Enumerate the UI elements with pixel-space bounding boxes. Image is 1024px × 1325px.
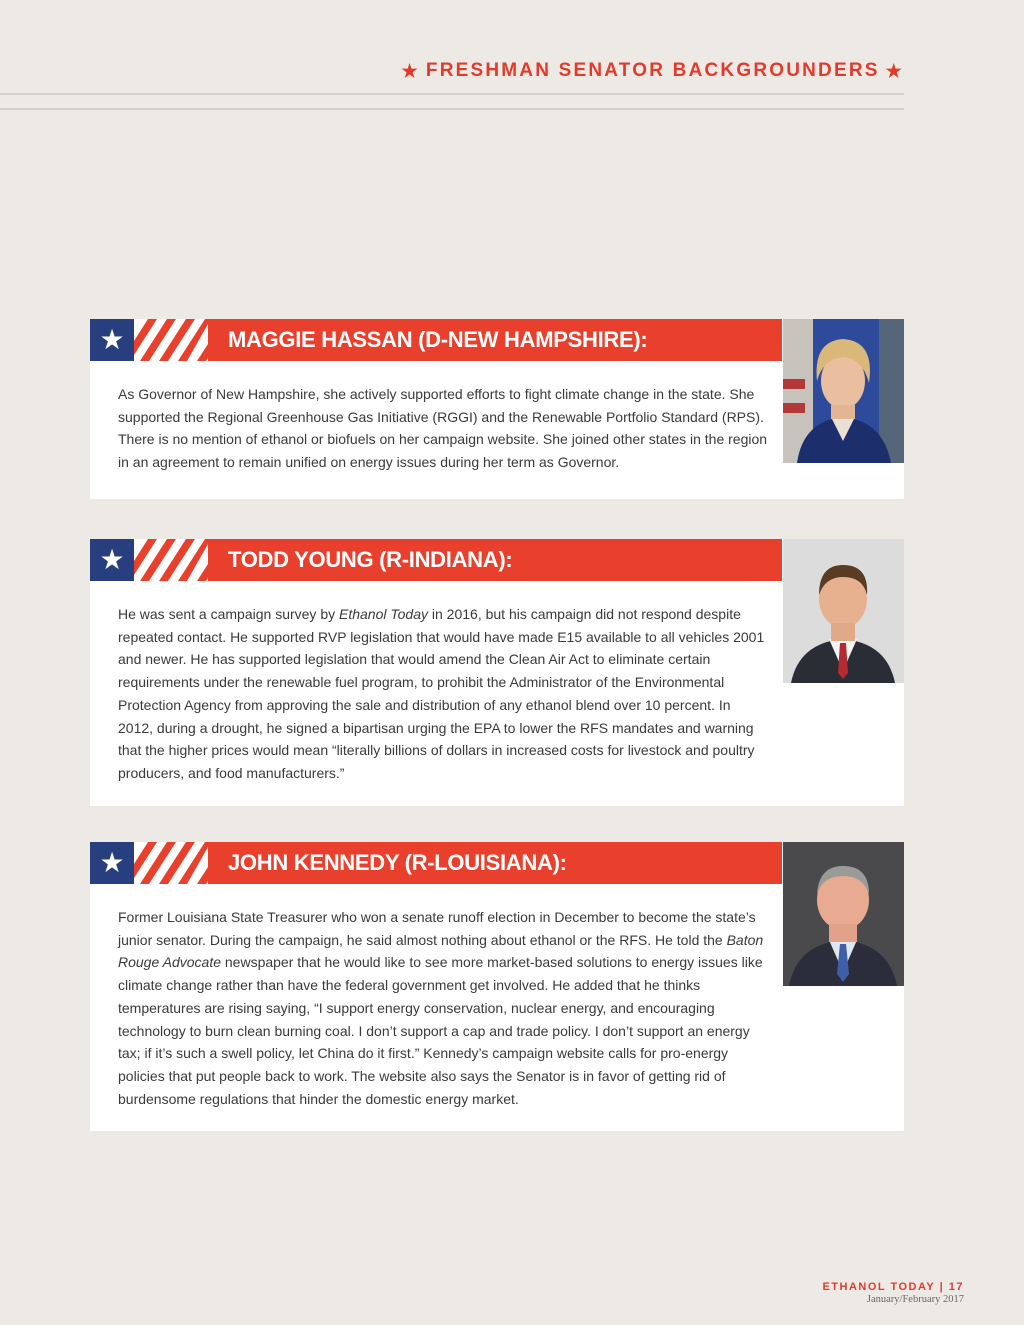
- publication-title: Ethanol Today: [339, 606, 428, 622]
- senator-portrait-young: [783, 539, 904, 683]
- senator-portrait-hassan: [783, 319, 904, 463]
- senator-banner: [90, 842, 782, 884]
- senator-name: JOHN KENNEDY (R-LOUISIANA):: [228, 850, 567, 875]
- banner-name-bar: [208, 539, 782, 581]
- flag-stripes-icon: [134, 842, 208, 884]
- flag-star-icon: ★: [90, 539, 134, 581]
- senator-bio: [118, 603, 768, 785]
- page-footer: [822, 1281, 964, 1305]
- senator-card-kennedy: [90, 842, 904, 1131]
- senator-portrait-kennedy: [783, 842, 904, 986]
- header-rule-bottom: [0, 108, 904, 110]
- senator-banner: [90, 539, 782, 581]
- bio-text: newspaper that he would like to see more market-based solutions to energy issues like climate change rather than have the federal government get involved. He added that he thinks temperatures are rising saying, “I support energy conservation, nuclear energy, and encouraging technology to burn clean burning coal. I don’t support a cap and trade policy. I don’t support an energy tax; if it’s such a swell policy, let China do it first.” Kennedy’s campaign website calls for pro-energy policies that put people back to work. The website also says the Senator is in favor of getting rid of burdensome regulations that hinder the domestic energy market.: [118, 954, 763, 1107]
- senator-bio: As Governor of New Hampshire, she actively supported efforts to fight climate change in the state. She supported the Regional Greenhouse Gas Initiative (RGGI) and the Renewable Portfolio Standard (RPS). There is no mention of ethanol or biofuels on her campaign website. She joined other states in the region in an agreement to remain unified on energy issues during her term as Governor.: [118, 386, 768, 471]
- bio-text: Former Louisiana State Treasurer who won a senate runoff election in December to become the state’s junior senator. During the campaign, he said almost nothing about ethanol or the RFS. He told the: [118, 909, 756, 948]
- magazine-page-number: ETHANOL TODAY | 17: [822, 1281, 964, 1293]
- bio-text: He was sent a campaign survey by: [118, 606, 339, 622]
- flag-stripes-icon: [134, 319, 208, 361]
- star-icon: ★: [401, 60, 420, 81]
- senator-card-young: [90, 539, 904, 806]
- bio-text: in 2016, but his campaign did not respond despite repeated contact. He supported RVP legislation that would have made E15 available to all vehicles 2001 and newer. He has supported legislation that would amend the Clean Air Act to eliminate certain requirements under the renewable fuel program, to prohibit the Administrator of the Environmental Protection Agency from approving the sale and distribution of any ethanol blend over 10 percent. In 2012, during a drought, he signed a bipartisan urging the EPA to lower the RFS mandates and warning that the higher prices would mean “literally billions of dollars in increased costs for livestock and poultry producers, and food manufacturers.”: [118, 606, 765, 781]
- senator-card-hassan: [90, 319, 904, 499]
- senator-bio: [118, 906, 768, 1110]
- issue-date: January/February 2017: [866, 1294, 964, 1305]
- senator-banner: [90, 319, 782, 361]
- banner-name-bar: [208, 319, 782, 361]
- star-icon: ★: [885, 60, 904, 81]
- flag-star-icon: ★: [90, 319, 134, 361]
- header-rule-top: [0, 93, 904, 95]
- publication-title: Baton Rouge Advocate: [118, 931, 764, 971]
- senator-name: MAGGIE HASSAN (D-NEW HAMPSHIRE):: [228, 327, 648, 352]
- banner-name-bar: [208, 842, 782, 884]
- flag-star-icon: ★: [90, 842, 134, 884]
- senator-name: TODD YOUNG (R-INDIANA):: [228, 547, 513, 572]
- section-title: FRESHMAN SENATOR BACKGROUNDERS: [425, 60, 880, 81]
- flag-stripes-icon: [134, 539, 208, 581]
- section-header: [402, 60, 904, 82]
